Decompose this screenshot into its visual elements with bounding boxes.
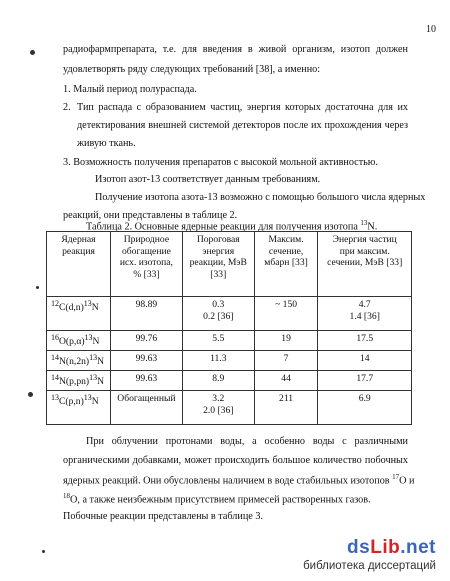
threshold-cell: 11.3 bbox=[182, 351, 254, 371]
threshold-cell: 0.3 0.2 [36] bbox=[182, 297, 254, 331]
requirement-text: Малый период полураспада. bbox=[73, 84, 197, 95]
cross-section-cell: 44 bbox=[254, 371, 318, 391]
table-row bbox=[47, 391, 412, 425]
watermark-tagline: библиотека диссертаций bbox=[303, 559, 436, 572]
requirement-number: 1. bbox=[63, 84, 71, 95]
abundance-cell: Обогащенный bbox=[110, 391, 182, 425]
reaction-cell: $^{14}N(p,pn)^{13}N$ bbox=[47, 371, 111, 391]
watermark-brand: dsLib.net bbox=[347, 536, 436, 558]
requirement-number: 2. bbox=[63, 102, 71, 113]
outro-line: $^{18}$O, а также неизбежным присутствием примесей растворенных газов. bbox=[63, 492, 371, 506]
energy-cell: 4.7 1.4 [36] bbox=[318, 297, 412, 331]
margin-mark bbox=[28, 392, 33, 397]
reaction-cell: $^{12}C(d,n)^{13}N$ bbox=[47, 297, 111, 331]
column-header: Природное обогащение исх. изотопа, % [33] bbox=[110, 232, 182, 297]
abundance-cell: 99.76 bbox=[110, 331, 182, 351]
nuclear-reactions-table bbox=[46, 231, 412, 425]
outro-line: Побочные реакции представлены в таблице 3. bbox=[63, 511, 264, 522]
table-header-row bbox=[47, 232, 412, 297]
production-line: Получение изотопа азота-13 возможно с помощью большого числа ядерных bbox=[95, 192, 426, 203]
table-row bbox=[47, 297, 412, 331]
reaction-cell: $^{16}O(p,\alpha)^{13}N$ bbox=[47, 331, 111, 351]
column-header: Максим. сечение, мбарн [33] bbox=[254, 232, 318, 297]
nitrogen-statement: Изотоп азот-13 соответствует данным требованиям. bbox=[95, 174, 321, 185]
column-header: Пороговая энергия реакции, МэВ [33] bbox=[182, 232, 254, 297]
requirement-item bbox=[63, 157, 378, 170]
cross-section-cell: 19 bbox=[254, 331, 318, 351]
energy-cell: 6.9 bbox=[318, 391, 412, 425]
threshold-cell: 8.9 bbox=[182, 371, 254, 391]
margin-mark bbox=[36, 286, 39, 289]
intro-line: удовлетворять ряду следующих требований [38], а именно: bbox=[63, 64, 321, 75]
column-header: Энергия частиц при максим. сечении, МэВ [33] bbox=[318, 232, 412, 297]
production-line: реакций, они представлены в таблице 2. bbox=[63, 210, 238, 221]
margin-mark bbox=[30, 50, 35, 55]
page-number: 10 bbox=[426, 24, 436, 35]
energy-cell: 17.5 bbox=[318, 331, 412, 351]
cross-section-cell: 7 bbox=[254, 351, 318, 371]
table-row bbox=[47, 331, 412, 351]
energy-cell: 14 bbox=[318, 351, 412, 371]
reaction-cell: $^{14}N(n,2n)^{13}N$ bbox=[47, 351, 111, 371]
requirement-text: живую ткань. bbox=[77, 138, 136, 149]
requirement-item bbox=[63, 102, 71, 115]
intro-line: радиофармпрепарата, т.е. для введения в живой организм, изотоп должен bbox=[63, 44, 408, 55]
outro-line: ядерных реакций. Они обусловлены наличием в воде стабильных изотопов $^{17}$O и bbox=[63, 473, 415, 487]
requirement-text: Тип распада с образованием частиц, энергия которых достаточна для их bbox=[77, 102, 408, 113]
watermark bbox=[303, 536, 436, 573]
energy-cell: 17.7 bbox=[318, 371, 412, 391]
table-caption: Таблица 2. Основные ядерные реакции для получения изотопа $^{13}$N. bbox=[86, 219, 378, 233]
table-row bbox=[47, 371, 412, 391]
abundance-cell: 99.63 bbox=[110, 351, 182, 371]
column-header: Ядерная реакция bbox=[47, 232, 111, 297]
abundance-cell: 99.63 bbox=[110, 371, 182, 391]
threshold-cell: 3.2 2.0 [36] bbox=[182, 391, 254, 425]
requirement-text: Возможность получения препаратов с высокой мольной активностью. bbox=[73, 157, 378, 168]
cross-section-cell: ~ 150 bbox=[254, 297, 318, 331]
margin-mark bbox=[42, 550, 45, 553]
outro-line: органическими добавками, может происходить большое количество побочных bbox=[63, 455, 408, 466]
requirement-item bbox=[63, 84, 197, 97]
reaction-cell: $^{13}C(p,n)^{13}N$ bbox=[47, 391, 111, 425]
outro-line: При облучении протонами воды, а особенно воды с различными bbox=[86, 436, 408, 447]
threshold-cell: 5.5 bbox=[182, 331, 254, 351]
cross-section-cell: 211 bbox=[254, 391, 318, 425]
requirement-number: 3. bbox=[63, 157, 71, 168]
requirement-text: детектирования внешней системой детекторов после их прохождения через bbox=[77, 120, 408, 131]
abundance-cell: 98.89 bbox=[110, 297, 182, 331]
table-row bbox=[47, 351, 412, 371]
